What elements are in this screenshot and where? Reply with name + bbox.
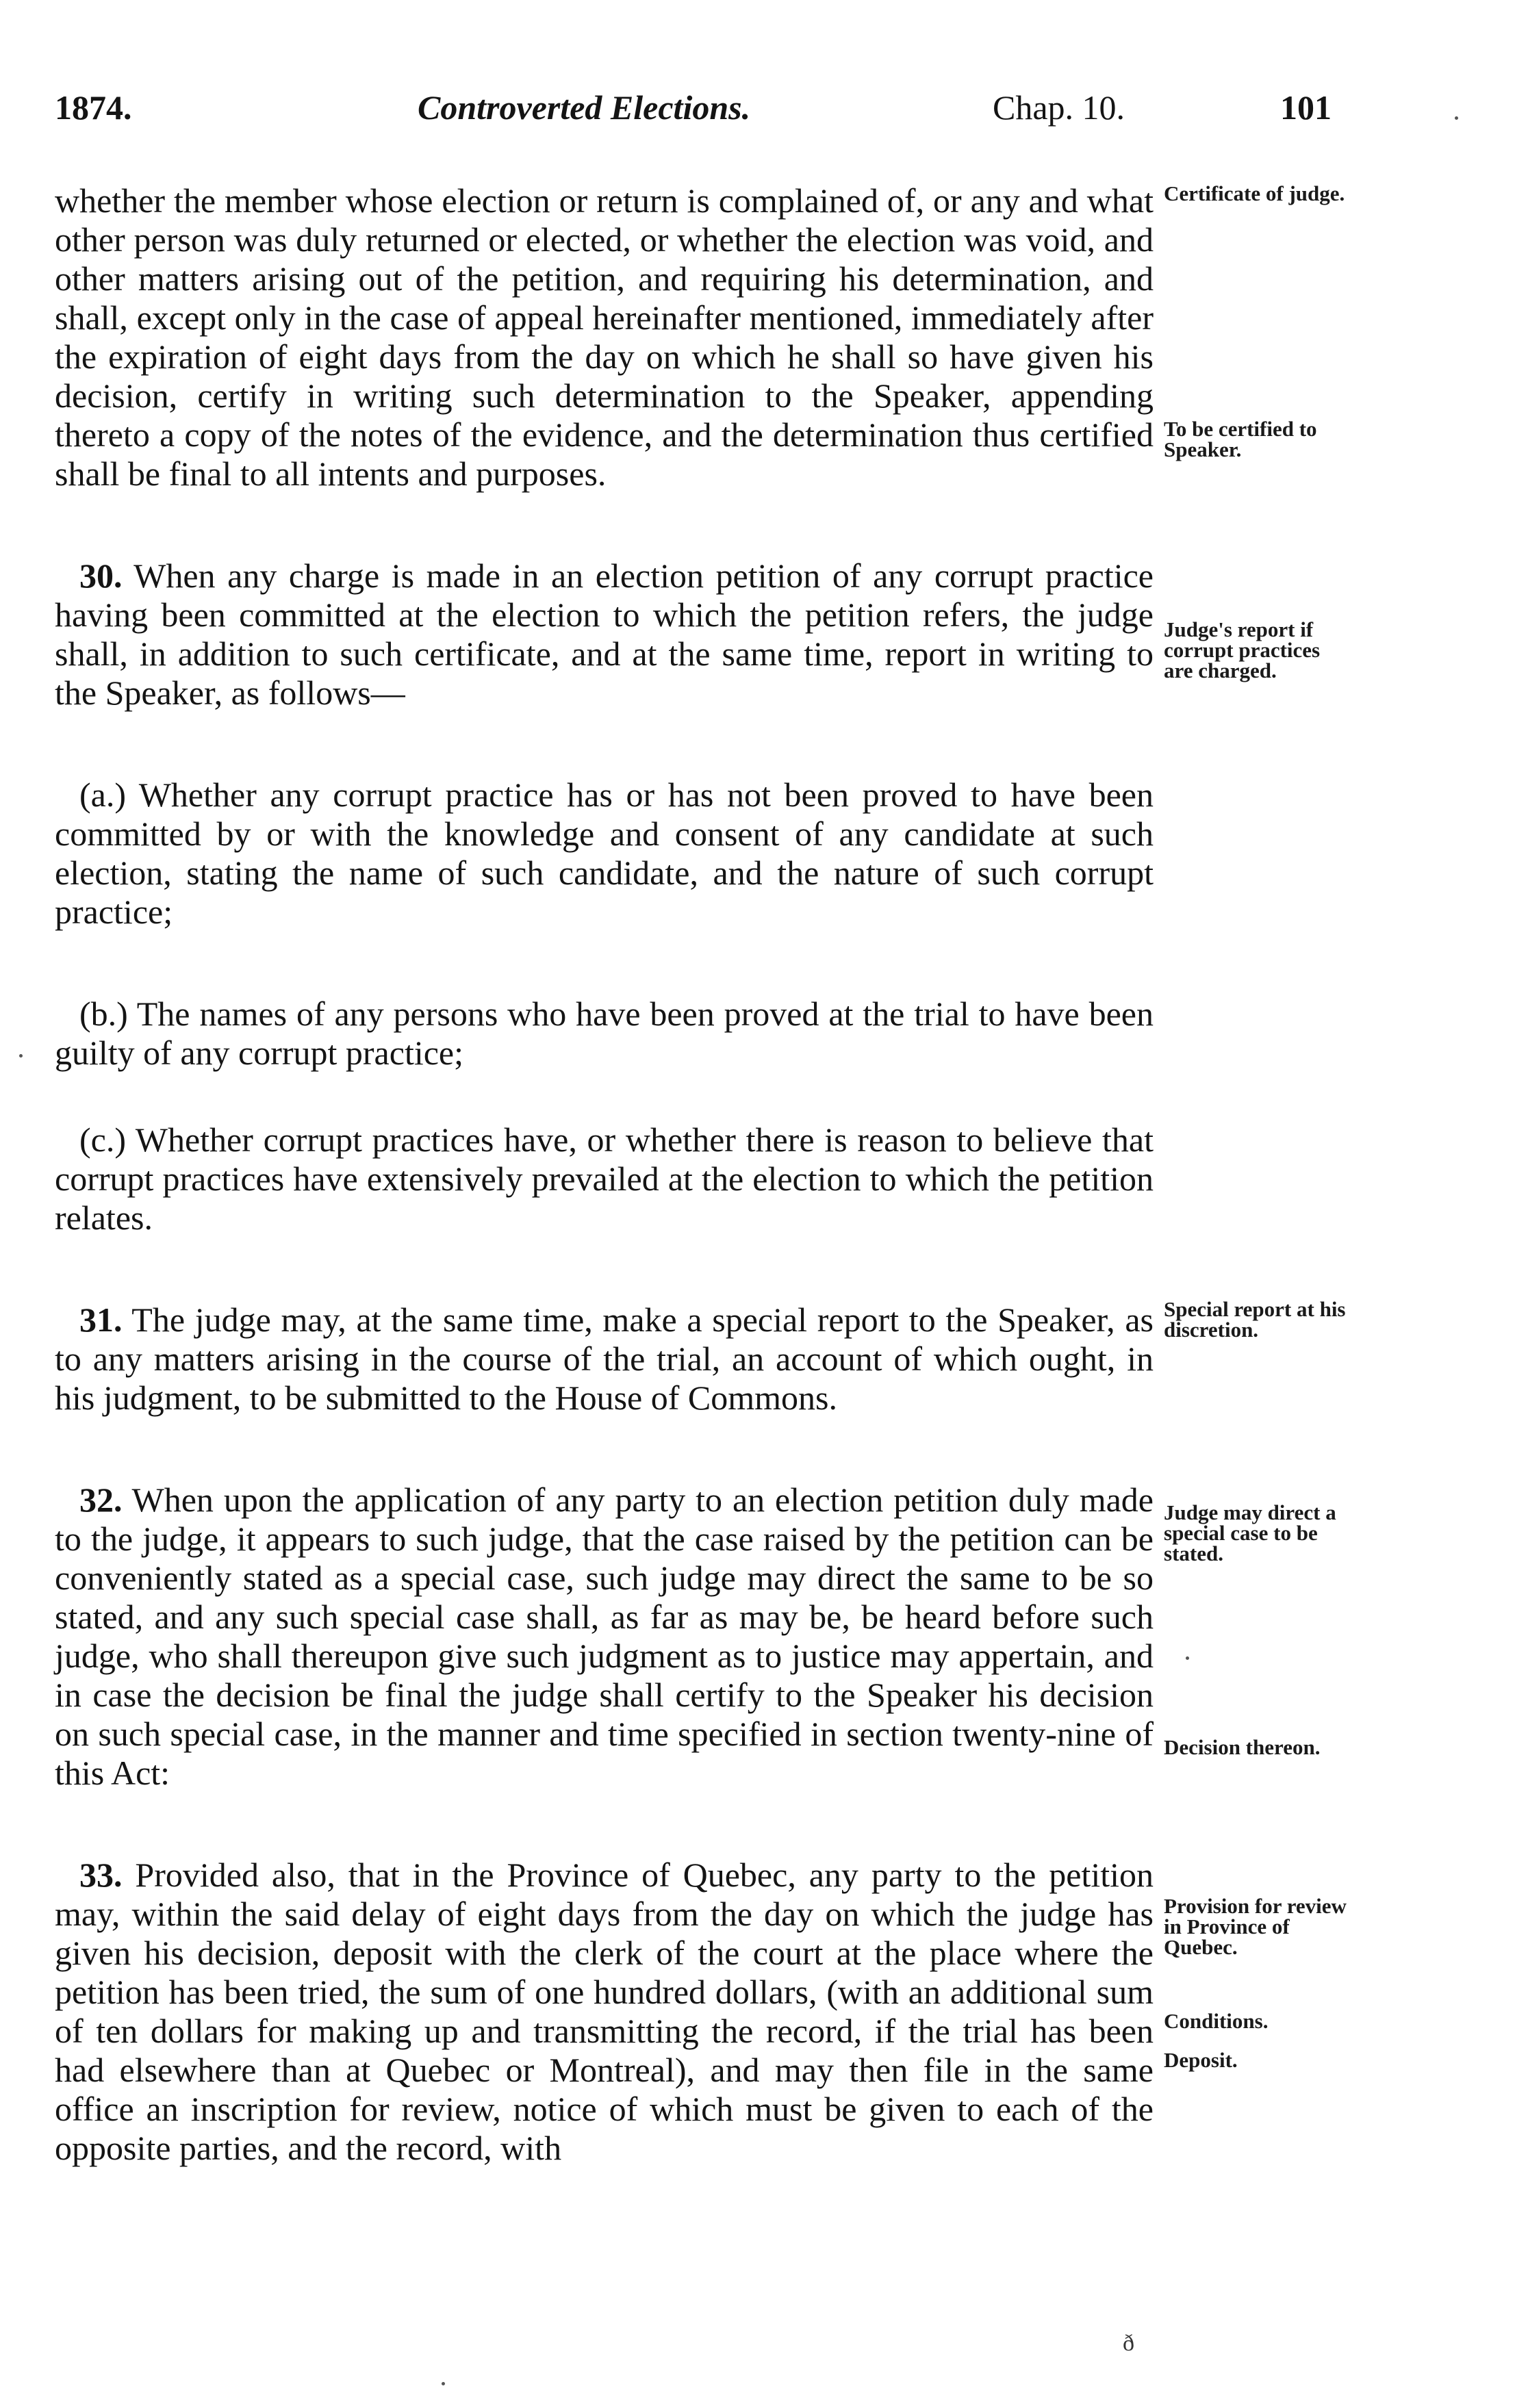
margin-note-certified-speaker: To be certified to Speaker. (1164, 417, 1317, 461)
margin-note-review-quebec: Provision for review in Province of Quebec. (1164, 1894, 1347, 1959)
clause-b (55, 995, 1154, 1073)
paragraph-text: When upon the application of any party to an election petition duly made to the judge, it appears to such judge, that the case raised by the petition can be conveniently stated as a special case, such judge may direct the same to be so stated, and any such special case shall, as far as may be, be heard before such judge, who shall thereupon give such judgment as to justice may appertain, and in case the decision be final the judge shall certify to the Speaker his decision on such special case, in the manner and time specified in section twenty-nine of this Act: (55, 1481, 1154, 1792)
margin-note-certificate: Certificate of judge. (1164, 181, 1345, 205)
section-31 (55, 1301, 1154, 1418)
print-speck (1186, 1656, 1189, 1660)
clause-c (55, 1120, 1154, 1238)
margin-note-special-report: Special report at his discretion. (1164, 1297, 1346, 1342)
section-30 (55, 556, 1154, 713)
paragraph-continuation (55, 181, 1154, 494)
print-speck (442, 2382, 445, 2385)
section-number: 33. (79, 1856, 123, 1894)
header-title: Controverted Elections. (418, 88, 751, 127)
margin-note-special-case: Judge may direct a special case to be stated. (1164, 1500, 1336, 1565)
section-number: 31. (79, 1301, 123, 1339)
print-speck (19, 1054, 23, 1058)
margin-note-deposit: Deposit. (1164, 2048, 1238, 2072)
running-header (55, 88, 1458, 149)
paragraph-text: (b.) The names of any persons who have been proved at the trial to have been guilty of any corrupt practice; (55, 995, 1154, 1072)
paragraph-text: (a.) Whether any corrupt practice has or has not been proved to have been committed by or with the knowledge and consent of any candidate at such election, stating the name of such candidate, and the nature of such corrupt practice; (55, 776, 1154, 931)
section-33 (55, 1856, 1154, 2168)
signature-mark: ð (1123, 2331, 1134, 2356)
section-number: 30. (79, 556, 123, 595)
margin-note-decision: Decision thereon. (1164, 1735, 1321, 1759)
header-page-number: 101 (1280, 88, 1332, 127)
section-32 (55, 1481, 1154, 1793)
margin-note-judges-report: Judge's report if corrupt practices are charged. (1164, 617, 1321, 682)
paragraph-text: When any charge is made in an election petition of any corrupt practice having been committed at the election to which the petition refers, the judge shall, in addition to such certificate, and at the same time, report in writing to the Speaker, as follows— (55, 556, 1154, 712)
paragraph-text: whether the member whose election or return is complained of, or any and what other person was duly returned or elected, or whether the election was void, and other matters arising out of the petition, and requiring his determination, and shall, except only in the case of appeal hereinafter mentioned, immediately after the expiration of eight days from the day on which he shall so have given his decision, certify in writing such determination to the Speaker, appending thereto a copy of the notes of the evidence, and the determination thus certified shall be final to all intents and purposes. (55, 181, 1154, 493)
header-year: 1874. (55, 88, 132, 127)
print-speck (1455, 116, 1458, 120)
body-text (55, 181, 1154, 2231)
margin-note-conditions: Conditions. (1164, 2009, 1269, 2033)
clause-a (55, 776, 1154, 932)
section-number: 32. (79, 1481, 123, 1519)
header-chapter: Chap. 10. (993, 88, 1125, 127)
paragraph-text: (c.) Whether corrupt practices have, or whether there is reason to believe that corrupt practices have extensively prevailed at the election to which the petition relates. (55, 1120, 1154, 1237)
paragraph-text: Provided also, that in the Province of Quebec, any party to the petition may, within the said delay of eight days from the day on which the judge has given his decision, deposit with the clerk of the court at the place where the petition has been tried, the sum of one hundred dollars, (with an additional sum of ten dollars for making up and transmitting the record, if the trial has been had elsewhere than at Quebec or Montreal), and may then file in the same office an inscription for review, notice of which must be given to each of the opposite parties, and the record, with (55, 1856, 1154, 2167)
paragraph-text: The judge may, at the same time, make a special report to the Speaker, as to any matters arising in the course of the trial, an account of which ought, in his judgment, to be submitted to the House of Commons. (55, 1301, 1154, 1417)
